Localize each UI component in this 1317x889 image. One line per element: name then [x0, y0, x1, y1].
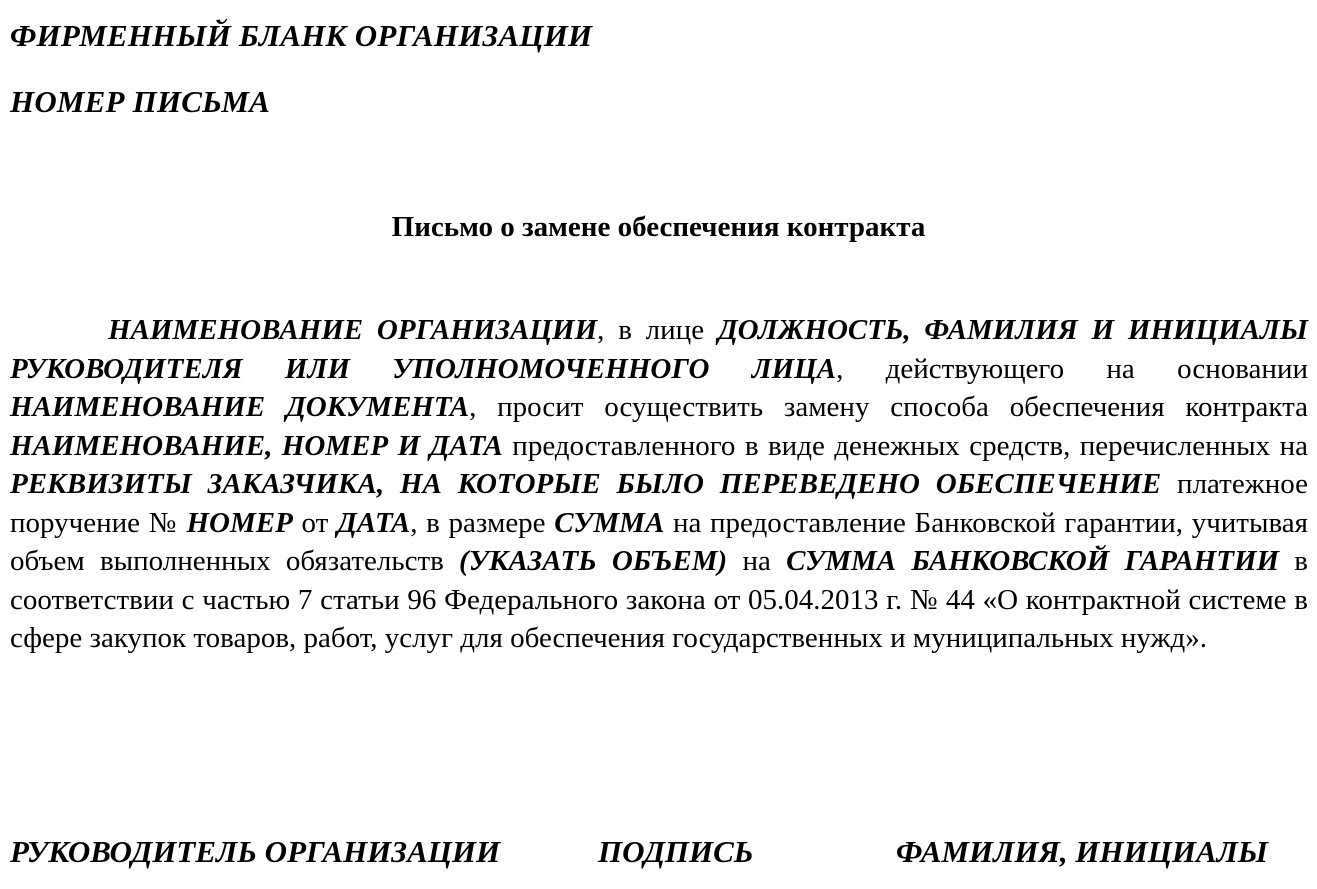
placeholder-org-name: НАИМЕНОВАНИЕ ОРГАНИЗАЦИИ — [108, 314, 598, 346]
placeholder-volume: (УКАЗАТЬ ОБЪЕМ) — [459, 545, 728, 577]
body-text: , в лице — [597, 314, 718, 346]
placeholder-customer-details: РЕКВИЗИТЫ ЗАКАЗЧИКА, НА КОТОРЫЕ БЫЛО ПЕРЕВЕДЕНО ОБЕСПЕЧЕНИЕ — [10, 468, 1162, 500]
placeholder-payment-number: НОМЕР — [186, 506, 293, 539]
letter-title: Письмо о замене обеспечения контракта — [391, 211, 926, 243]
placeholder-amount: СУММА — [554, 506, 665, 539]
body-text: платежное поручение № — [10, 468, 1308, 539]
body-text: в соответствии с частью 7 статьи 96 Федерального закона от 05.04.2013 г. № 44 «О контрактной системе в сфере закупок товаров, работ, услуг для обеспечения государственных и муниципальных нужд». — [10, 545, 1308, 654]
body-text: от — [292, 506, 337, 539]
company-letterhead: ФИРМЕННЫЙ БЛАНК ОРГАНИЗАЦИИ — [10, 18, 593, 53]
placeholder-guarantee-amount: СУММА БАНКОВСКОЙ ГАРАНТИИ — [786, 545, 1280, 577]
body-text: , в размере — [410, 506, 555, 539]
placeholder-contract-id: НАИМЕНОВАНИЕ, НОМЕР И ДАТА — [10, 429, 503, 462]
signature-position: РУКОВОДИТЕЛЬ ОРГАНИЗАЦИИ — [10, 834, 501, 869]
signature-name: ФАМИЛИЯ, ИНИЦИАЛЫ — [896, 834, 1268, 869]
body-text: предоставленного в виде денежных средств, перечисленных на — [502, 429, 1308, 462]
placeholder-payment-date: ДАТА — [336, 506, 411, 539]
body-text: , просит осуществить замену способа обеспечения контракта — [469, 391, 1308, 423]
letter-body — [10, 311, 1308, 658]
signature-sign: ПОДПИСЬ — [598, 834, 754, 869]
body-text: на предоставление Банковской гарантии, учитывая объем выполненных обязательств — [10, 506, 1308, 577]
letter-number: НОМЕР ПИСЬМА — [10, 84, 270, 119]
placeholder-document-name: НАИМЕНОВАНИЕ ДОКУМЕНТА — [10, 391, 470, 423]
body-text: , действующего на основании — [836, 352, 1308, 385]
placeholder-head-position: ДОЛЖНОСТЬ, ФАМИЛИЯ И ИНИЦИАЛЫ РУКОВОДИТЕЛЯ ИЛИ УПОЛНОМОЧЕННОГО ЛИЦА — [10, 314, 1308, 385]
body-text: на — [727, 545, 787, 577]
